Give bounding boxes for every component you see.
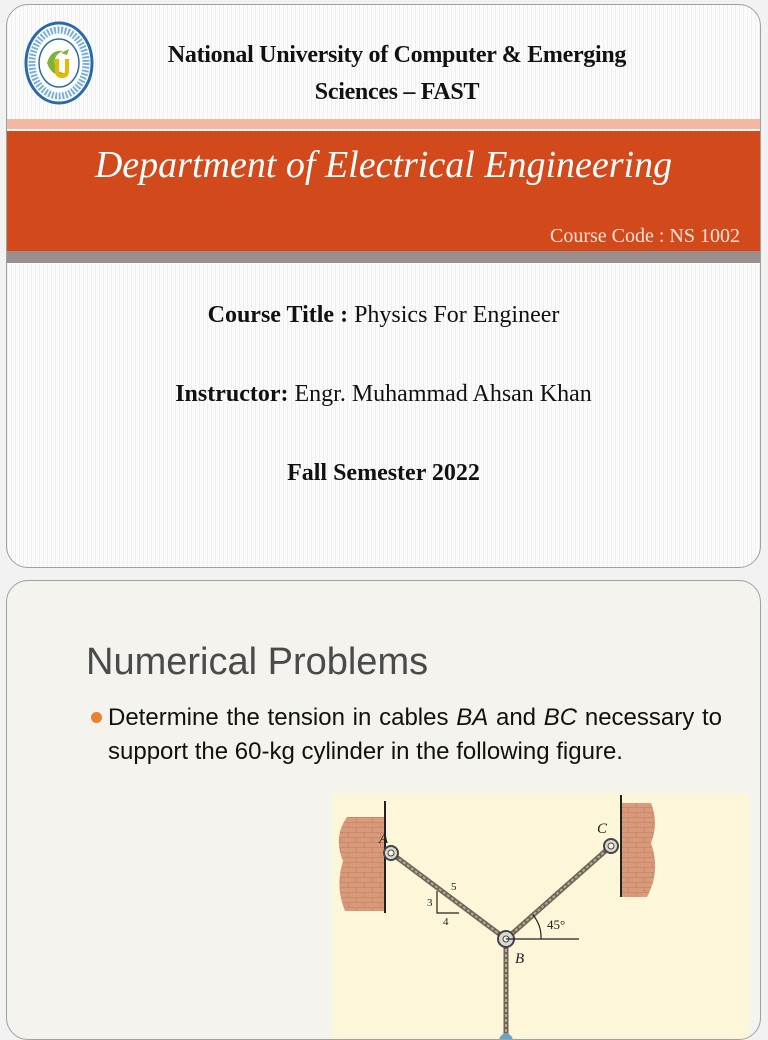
course-title-line: [7, 302, 760, 329]
cable-diagram: [333, 793, 749, 1040]
label-c: C: [597, 821, 608, 837]
instructor-value: Engr. Muhammad Ahsan Khan: [294, 381, 592, 407]
course-title-value: Physics For Engineer: [354, 302, 560, 328]
university-name-line1: National University of Computer & Emerging: [167, 42, 627, 68]
university-name-line2: Sciences – FAST: [314, 79, 480, 105]
right-wall: [621, 803, 655, 897]
cable-ba-strands: [391, 853, 506, 939]
title-slide: [6, 4, 761, 568]
slide-heading: Numerical Problems: [86, 641, 429, 683]
cylinder-top: [498, 1033, 514, 1040]
course-title-label: Course Title :: [207, 302, 349, 328]
problem-statement: [108, 701, 722, 769]
accent-line: [7, 119, 760, 129]
instructor-label: Instructor:: [175, 381, 289, 407]
cable-ba: BA: [456, 704, 489, 731]
university-name: [97, 37, 697, 111]
department-title: Department of Electrical Engineering: [94, 144, 673, 186]
slope-5: 5: [451, 881, 457, 893]
bullet-icon: [91, 712, 102, 723]
statement-part2: necessary to support the 60-kg cylinder in the following figure.: [108, 704, 723, 765]
label-b: B: [515, 951, 525, 967]
slope-3: 3: [427, 897, 433, 909]
statement-part1: Determine the tension in cables: [108, 704, 457, 731]
problem-slide: [6, 580, 761, 1040]
statement-and: and: [488, 704, 544, 731]
ring-c-hole: [608, 843, 614, 849]
cable-bc: BC: [543, 704, 578, 731]
instructor-line: [7, 381, 760, 408]
university-logo: [23, 19, 95, 107]
label-a: A: [379, 831, 389, 847]
course-code: Course Code : NS 1002: [550, 225, 740, 247]
angle-arc: [533, 915, 541, 939]
semester: Fall Semester 2022: [287, 460, 480, 486]
slope-4: 4: [443, 916, 449, 928]
ring-a-hole: [388, 850, 394, 856]
angle-label: 45°: [547, 917, 566, 932]
cable-figure: [333, 793, 749, 1040]
divider-bar: [7, 251, 760, 263]
